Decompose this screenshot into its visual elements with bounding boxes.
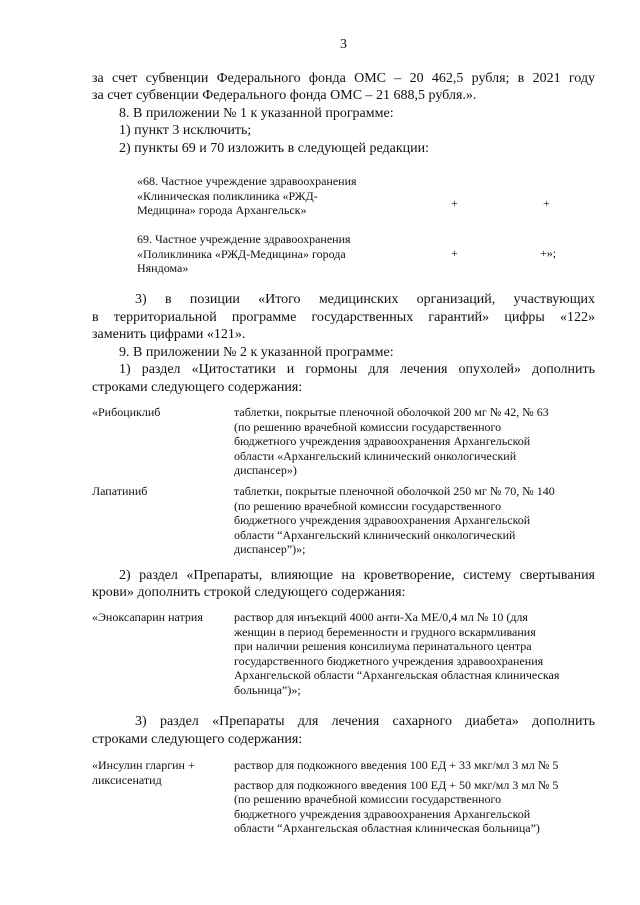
table-cell-mark: +»; [540, 246, 557, 260]
table-row [137, 232, 351, 276]
table-row [137, 174, 357, 218]
drug-description [234, 758, 558, 836]
row-text-line: 69. Частное учреждение здравоохранения [137, 232, 351, 246]
description-line: больница”)»; [234, 682, 301, 697]
description-line: государственного бюджетного учреждения здравоохранения [234, 653, 544, 668]
description-line: (по решению врачебной комиссии государственного [234, 419, 502, 434]
description-line: области «Архангельский клинический онкологический [234, 448, 517, 463]
row-text-line: «Клиническая поликлиника «РЖД- [137, 188, 318, 203]
drug-name: Лапатиниб [92, 484, 148, 498]
description-line: бюджетного учреждения здравоохранения Архангельской [234, 513, 531, 527]
intro-line-2: за счет субвенции Федерального фонда ОМС – 21 688,5 рубля.». [92, 88, 477, 103]
row-text-line: «68. Частное учреждение здравоохранения [137, 174, 357, 188]
description-line: диспансер”)»; [234, 542, 306, 556]
description-line: раствор для инъекций 4000 анти-Ха МЕ/0,4 мл № 10 (для [234, 610, 528, 624]
description-line: области “Архангельская областная клиническая больница”) [234, 821, 540, 835]
description-line: таблетки, покрытые пленочной оболочкой 200 мг № 42, № 63 [234, 405, 549, 419]
row-text-line: Няндома» [137, 261, 189, 275]
item-8-sub-3-line-1: 3) в позиции «Итого медицинских организаций, участвующих [135, 292, 595, 307]
drug-name-line: ликсисенатид [92, 772, 162, 787]
item-9-sub-2-line-2: крови» дополнить строкой следующего содержания: [92, 585, 406, 600]
drug-description [234, 484, 555, 557]
drug-description [234, 610, 559, 697]
item-8-heading: 8. В приложении № 1 к указанной программе: [119, 106, 394, 121]
item-8-sub-3-line-2: в территориальной программе государственных гарантий» цифры «122» [92, 310, 595, 325]
item-8-sub-3-line-3: заменить цифрами «121». [92, 327, 246, 342]
description-line: (по решению врачебной комиссии государственного [234, 792, 502, 806]
item-9-sub-1-line-2: строками следующего содержания: [92, 380, 303, 395]
item-8-sub-2: 2) пункты 69 и 70 изложить в следующей редакции: [119, 141, 430, 156]
description-line: при наличии решения консилиума перинатального центра [234, 639, 532, 653]
description-line: раствор для подкожного введения 100 ЕД + 33 мкг/мл 3 мл № 5 [234, 758, 559, 772]
description-line: раствор для подкожного введения 100 ЕД + 50 мкг/мл 3 мл № 5 [234, 777, 559, 792]
description-line: Архангельской области “Архангельская областная клиническая [234, 668, 560, 682]
table-cell-mark: + [451, 246, 458, 260]
row-text-line: Медицина» города Архангельск» [137, 203, 307, 217]
item-9-sub-1-line-1: 1) раздел «Цитостатики и гормоны для лечения опухолей» дополнить [119, 362, 595, 377]
drug-name: «Рибоциклиб [92, 405, 161, 419]
item-9-sub-2-line-1: 2) раздел «Препараты, влияющие на кроветворение, систему свертывания [119, 568, 595, 583]
description-line: (по решению врачебной комиссии государственного [234, 498, 502, 513]
row-text-line: «Поликлиника «РЖД-Медицина» города [137, 246, 346, 261]
item-9-sub-3-line-1: 3) раздел «Препараты для лечения сахарного диабета» дополнить [135, 714, 595, 729]
drug-name: «Эноксапарин натрия [92, 610, 203, 624]
drug-description [234, 405, 549, 478]
table-cell-mark: + [543, 196, 550, 210]
item-9-sub-3-line-2: строками следующего содержания: [92, 732, 303, 747]
drug-name-line: «Инсулин гларгин + [92, 758, 195, 772]
item-9-heading: 9. В приложении № 2 к указанной программе: [119, 345, 394, 360]
table-cell-mark: + [451, 196, 458, 210]
description-line: таблетки, покрытые пленочной оболочкой 250 мг № 70, № 140 [234, 484, 555, 498]
description-line: женщин в период беременности и грудного вскармливания [234, 624, 536, 639]
description-line: бюджетного учреждения здравоохранения Архангельской [234, 806, 531, 821]
page-number: 3 [340, 37, 347, 52]
description-line: диспансер») [234, 463, 297, 477]
drug-name [92, 758, 195, 787]
item-8-sub-1: 1) пункт 3 исключить; [119, 123, 252, 138]
intro-line-1: за счет субвенции Федерального фонда ОМС – 20 462,5 рубля; в 2021 году [92, 71, 595, 86]
description-line: бюджетного учреждения здравоохранения Архангельской [234, 434, 531, 448]
description-line: области “Архангельский клинический онкологический [234, 527, 516, 542]
